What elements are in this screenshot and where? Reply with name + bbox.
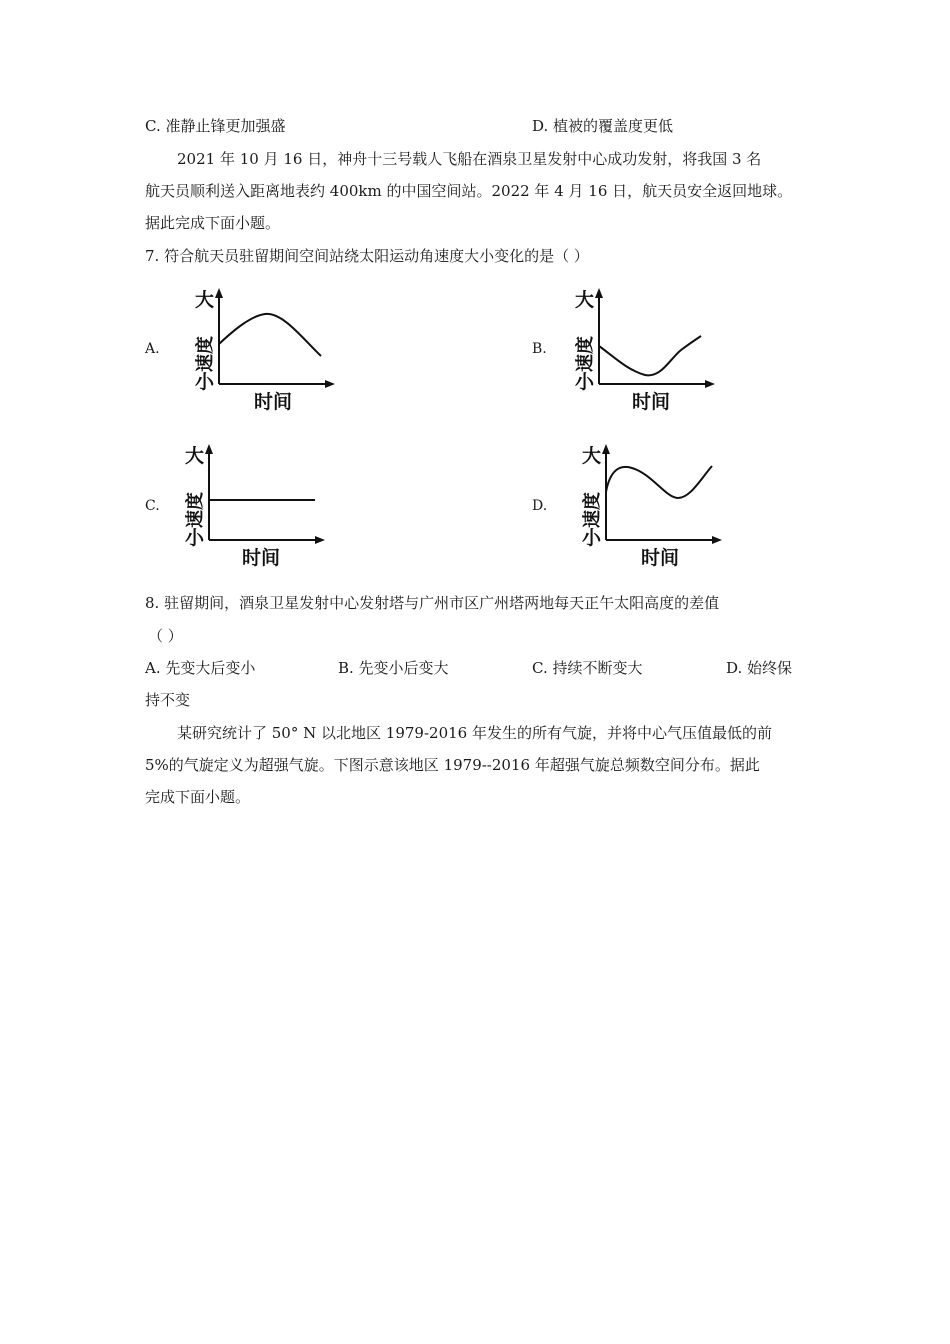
graph-c-label: C.: [145, 498, 160, 514]
y-top-label: 大: [582, 445, 602, 467]
graph-d-label: D.: [532, 498, 548, 514]
q8-stem-line2: （ ）: [148, 627, 183, 645]
q8-option-b: B. 先变小后变大: [338, 659, 449, 677]
y-axis-arrow-icon: [595, 288, 603, 298]
q8-option-d-continued: 持不变: [145, 691, 191, 709]
graph-a-label: A.: [145, 341, 160, 357]
q8-option-d: D. 始终保: [726, 659, 793, 677]
q8-stem-line1: 8. 驻留期间，酒泉卫星发射中心发射塔与广州市区广州塔两地每天正午太阳高度的差值: [145, 594, 720, 612]
y-axis-label: 速度: [195, 336, 216, 372]
passage1-line2: 航天员顺利送入距离地表约 400km 的中国空间站。2022 年 4 月 16 日，航天员安全返回地球。: [145, 182, 793, 200]
y-axis-label: 速度: [575, 336, 596, 372]
y-top-label: 大: [195, 289, 215, 311]
q8-option-c: C. 持续不断变大: [532, 659, 643, 677]
y-top-label: 大: [185, 445, 205, 467]
graph-a: [185, 284, 345, 416]
x-axis-arrow-icon: [712, 536, 722, 544]
y-axis-label: 速度: [185, 492, 206, 528]
q8-option-a: A. 先变大后变小: [145, 659, 256, 677]
y-bottom-label: 小: [185, 527, 205, 549]
y-bottom-label: 小: [575, 371, 595, 393]
y-top-label: 大: [575, 289, 595, 311]
graph-c: [175, 440, 335, 572]
passage2-line2: 5%的气旋定义为超强气旋。下图示意该地区 1979--2016 年超强气旋总频数空间分布。据此: [145, 756, 760, 774]
y-axis-arrow-icon: [205, 444, 213, 454]
passage1-line3: 据此完成下面小题。: [145, 214, 281, 232]
x-axis-arrow-icon: [315, 536, 325, 544]
graph-b: [565, 284, 725, 416]
y-axis-arrow-icon: [602, 444, 610, 454]
x-axis-label: 时间: [253, 391, 293, 413]
passage2-line1: 某研究统计了 50° N 以北地区 1979-2016 年发生的所有气旋，并将中心气压值最低的前: [177, 724, 772, 742]
speed-curve: [599, 336, 701, 375]
y-axis-arrow-icon: [215, 288, 223, 298]
passage2-line3: 完成下面小题。: [145, 788, 251, 806]
speed-curve: [606, 466, 712, 498]
option-d-prev: D. 植被的覆盖度更低: [532, 117, 674, 135]
speed-curve: [219, 314, 321, 356]
option-c-prev: C. 准静止锋更加强盛: [145, 117, 286, 135]
y-bottom-label: 小: [582, 527, 602, 549]
y-bottom-label: 小: [195, 371, 215, 393]
graph-b-label: B.: [532, 341, 547, 357]
y-axis-label: 速度: [582, 492, 603, 528]
x-axis-label: 时间: [640, 547, 680, 569]
x-axis-label: 时间: [241, 547, 281, 569]
passage1-line1: 2021 年 10 月 16 日，神舟十三号载人飞船在酒泉卫星发射中心成功发射，将我国 3 名: [177, 150, 762, 168]
x-axis-arrow-icon: [325, 380, 335, 388]
graph-d: [572, 440, 732, 572]
q7-stem: 7. 符合航天员驻留期间空间站绕太阳运动角速度大小变化的是（ ）: [145, 247, 589, 265]
x-axis-arrow-icon: [705, 380, 715, 388]
x-axis-label: 时间: [631, 391, 671, 413]
